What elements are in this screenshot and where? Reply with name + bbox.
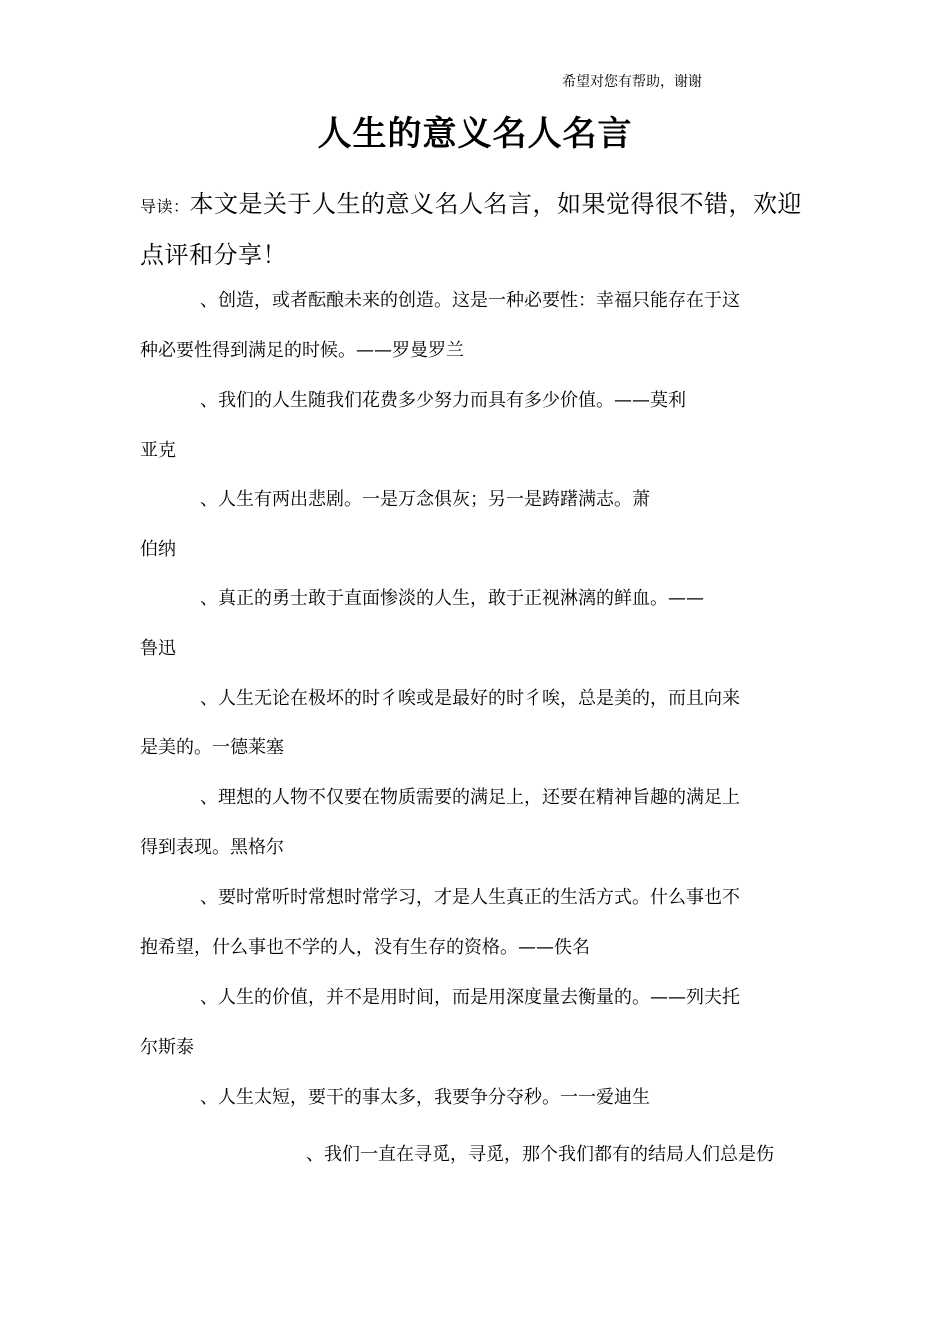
quote-3-line-2: 伯纳	[140, 539, 176, 560]
quote-10-line-1: 、我们一直在寻觅，寻觅，那个我们都有的结局人们总是伤	[306, 1144, 774, 1165]
intro-text: 本文是关于人生的意义名人名言，如果觉得很不错，欢迎点评和分享！	[140, 190, 803, 269]
intro-paragraph	[140, 180, 816, 279]
quote-5-line-2: 是美的。一德莱塞	[140, 737, 284, 758]
quote-6-line-2: 得到表现。黑格尔	[140, 837, 284, 858]
header-note: 希望对您有帮助，谢谢	[562, 74, 702, 90]
quote-2-line-2: 亚克	[140, 440, 176, 461]
quote-8-line-1: 、人生的价值，并不是用时间，而是用深度量去衡量的。——列夫托	[200, 987, 740, 1008]
quote-1-line-1: 、创造，或者酝酿未来的创造。这是一种必要性：幸福只能存在于这	[200, 290, 740, 311]
intro-label: 导读：	[140, 197, 190, 216]
quote-8-line-2: 尔斯泰	[140, 1037, 194, 1058]
page-title: 人生的意义名人名言	[317, 114, 633, 154]
quote-1-line-2: 种必要性得到满足的时候。——罗曼罗兰	[140, 340, 464, 361]
quote-7-line-2: 抱希望，什么事也不学的人，没有生存的资格。——佚名	[140, 937, 590, 958]
quote-4-line-2: 鲁迅	[140, 638, 176, 659]
quote-7-line-1: 、要时常听时常想时常学习，才是人生真正的生活方式。什么事也不	[200, 887, 740, 908]
quote-5-line-1: 、人生无论在极坏的时彳唉或是最好的时彳唉，总是美的，而且向来	[200, 688, 740, 709]
quote-2-line-1: 、我们的人生随我们花费多少努力而具有多少价值。——莫利	[200, 390, 686, 411]
quote-4-line-1: 、真正的勇士敢于直面惨淡的人生，敢于正视淋漓的鲜血。——	[200, 588, 704, 609]
quote-9-line-1: 、人生太短，要干的事太多，我要争分夺秒。一一爱迪生	[200, 1087, 650, 1108]
quote-3-line-1: 、人生有两出悲剧。一是万念俱灰；另一是踌躇满志。萧	[200, 489, 650, 510]
quote-6-line-1: 、理想的人物不仅要在物质需要的满足上，还要在精神旨趣的满足上	[200, 787, 740, 808]
